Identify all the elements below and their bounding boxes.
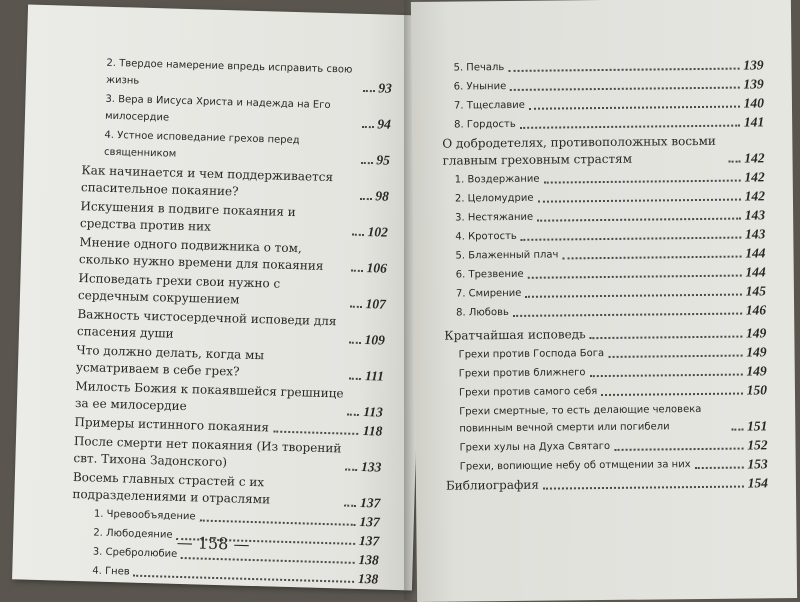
toc-entry-title: Грехи хулы на Духа Святаго: [459, 440, 611, 454]
toc-entry-title: Милость Божия к покаявшейся грешнице за ее милосердие: [74, 379, 344, 414]
leader-dots: [361, 125, 373, 128]
toc-entry: [444, 324, 766, 344]
toc-entry-title: 6. Трезвение: [455, 268, 524, 281]
toc-entry-title: 3. Сребролюбие: [92, 546, 178, 560]
toc-entry: [84, 54, 393, 97]
toc-entry: [442, 94, 764, 114]
toc-entry-title: 7. Смирение: [455, 287, 522, 300]
toc-entry-title: Примеры истинного покаяния: [74, 414, 270, 435]
toc-entry-title: После смерти нет покаяния (Из творений свт. Тихона Задонского): [73, 433, 342, 470]
toc-entry-page: 154: [747, 475, 769, 491]
toc-entry: [445, 362, 767, 382]
leader-dots: [608, 354, 742, 358]
toc-entry: [446, 455, 768, 475]
leader-dots: [349, 341, 361, 344]
toc-entry-page: 149: [746, 325, 767, 341]
right-toc: [411, 56, 796, 497]
toc-entry-title: 3. Нестяжание: [455, 211, 534, 224]
leader-dots: [562, 255, 741, 260]
toc-entry-page: 140: [743, 95, 765, 111]
toc-entry-title: Грехи, вопиющие небу об отмщении за них: [459, 459, 691, 473]
toc-entry-page: 141: [743, 114, 765, 130]
toc-entry-title: Грехи против ближнего: [458, 367, 586, 380]
leader-dots: [352, 233, 364, 236]
toc-entry: [442, 113, 764, 133]
toc-entry: [75, 378, 384, 421]
toc-entry-page: 137: [358, 532, 380, 549]
toc-entry-page: 107: [365, 296, 387, 312]
toc-entry-title: 2. Целомудрие: [454, 192, 534, 205]
toc-entry-title: 3. Вера в Иисуса Христа и надежда на Его милосердие: [104, 93, 331, 124]
toc-entry-title: Важность чистосердечной исповеди для спасения души: [76, 307, 337, 341]
toc-entry-page: 144: [745, 264, 766, 280]
toc-entry-title: Искушения в подвиге покаяния и средства против них: [79, 199, 296, 234]
toc-entry-title: Кратчайшая исповедь: [444, 327, 586, 343]
toc-entry-page: 118: [362, 423, 383, 439]
toc-entry-title: Мнение одного подвижника о том, сколько нужно времени для покаяния: [78, 235, 324, 273]
leader-dots: [351, 269, 363, 272]
toc-entry: [442, 75, 764, 95]
toc-entry-title: Грехи смертные, то есть делающие человека повинным вечной смерти или погибели: [459, 403, 702, 435]
toc-entry-page: 149: [746, 363, 767, 379]
toc-entry-title: 4. Кротость: [455, 230, 517, 243]
left-toc: [12, 53, 427, 591]
leader-dots: [695, 466, 744, 470]
toc-entry: [445, 436, 767, 456]
toc-entry-title: Что должно делать, когда мы усматриваем в себе грех?: [75, 343, 265, 379]
leader-dots: [590, 335, 743, 340]
toc-entry: [444, 263, 766, 283]
toc-entry-title: 6. Уныние: [453, 81, 507, 93]
toc-entry: [444, 301, 766, 321]
right-page: [411, 0, 797, 602]
toc-entry-page: 142: [744, 188, 765, 204]
toc-entry-title: 1. Чревообъядение: [93, 508, 196, 523]
toc-entry: [446, 474, 768, 494]
toc-entry-page: 149: [746, 344, 767, 360]
toc-entry: [83, 90, 392, 133]
toc-entry-page: 150: [746, 382, 768, 398]
toc-entry-page: 93: [378, 80, 393, 96]
toc-entry-page: 139: [743, 76, 764, 92]
leader-dots: [601, 392, 742, 396]
toc-entry-page: 102: [367, 224, 389, 240]
leader-dots: [525, 293, 741, 298]
toc-entry-title: 4. Устное исповедание грехов перед священником: [103, 129, 300, 160]
leader-dots: [731, 428, 743, 431]
toc-entry-page: 144: [745, 245, 766, 261]
toc-entry-page: 138: [358, 551, 379, 568]
toc-entry-title: Грехи против Господа Бога: [458, 348, 605, 361]
leader-dots: [528, 274, 742, 279]
leader-dots: [359, 197, 371, 200]
toc-entry-title: 1. Воздержание: [454, 173, 540, 186]
toc-entry: [443, 244, 765, 264]
toc-entry-title: 2. Любодеяние: [93, 527, 173, 541]
leader-dots: [344, 504, 356, 507]
toc-entry: [79, 234, 388, 277]
toc-entry-title: Восемь главных страстей с их подразделениями и отраслями: [72, 469, 271, 507]
toc-entry-page: 106: [366, 260, 388, 276]
leader-dots: [350, 305, 362, 308]
toc-entry-title: Как начинается и чем поддерживается спасительное покаяние?: [80, 163, 334, 199]
toc-entry-title: 8. Гордость: [454, 118, 516, 131]
toc-entry: [77, 306, 386, 349]
toc-entry: [445, 400, 767, 437]
toc-entry-page: 139: [743, 57, 764, 73]
toc-entry-title: 2. Твердое намерение впредь исправить свою жизнь: [105, 57, 353, 87]
toc-entry: [443, 225, 765, 245]
toc-entry-page: 109: [364, 332, 386, 348]
toc-entry-title: 8. Любовь: [456, 306, 509, 319]
toc-entry-title: 5. Блаженный плач: [455, 249, 559, 262]
leader-dots: [614, 447, 743, 451]
leader-dots: [362, 89, 374, 92]
toc-entry-title: 5. Печаль: [453, 62, 505, 74]
toc-entry-page: 137: [359, 513, 381, 530]
toc-entry: [444, 343, 766, 363]
toc-entry-title: 4. Гнев: [92, 565, 130, 578]
leader-dots: [590, 373, 743, 378]
toc-entry-page: 94: [377, 116, 392, 132]
toc-entry: [80, 198, 389, 241]
toc-entry: [444, 282, 766, 302]
leader-dots: [508, 67, 739, 72]
toc-entry: [442, 132, 764, 169]
leader-dots: [513, 312, 742, 317]
leader-dots: [360, 161, 372, 164]
toc-entry-title: 7. Тщеславие: [453, 99, 525, 112]
leader-dots: [537, 198, 740, 203]
leader-dots: [273, 430, 359, 435]
toc-entry-page: 133: [360, 459, 382, 475]
toc-entry-title: Исповедать грехи свои нужно с сердечным сокрушением: [77, 271, 281, 307]
toc-entry-page: 153: [747, 456, 768, 472]
leader-dots: [199, 519, 355, 526]
toc-entry: [76, 342, 385, 385]
leader-dots: [537, 217, 741, 222]
leader-dots: [544, 179, 741, 184]
leader-dots: [520, 124, 740, 129]
toc-entry-page: 113: [363, 404, 384, 420]
toc-entry-title: О добродетелях, противоположных восьми главным греховным страстям: [442, 133, 716, 168]
toc-entry-page: 142: [744, 169, 765, 185]
toc-entry-page: 146: [745, 302, 767, 318]
toc-entry-page: 143: [744, 207, 766, 223]
toc-entry-page: 95: [376, 152, 391, 168]
toc-entry: [72, 469, 381, 512]
toc-entry-page: 111: [364, 368, 385, 384]
toc-entry-page: 137: [359, 494, 381, 511]
toc-entry: [78, 270, 387, 313]
leader-dots: [134, 574, 354, 583]
leader-dots: [521, 236, 741, 241]
toc-entry: [82, 126, 391, 169]
leader-dots: [345, 468, 357, 471]
toc-entry-page: 138: [357, 570, 379, 587]
toc-entry: [443, 168, 765, 188]
left-page: [12, 5, 428, 591]
leader-dots: [728, 160, 740, 163]
toc-entry-page: 152: [747, 437, 768, 453]
toc-entry-title: Грехи против самого себя: [458, 386, 598, 399]
toc-entry: [445, 381, 767, 401]
leader-dots: [349, 377, 361, 380]
leader-dots: [181, 556, 354, 564]
toc-entry-page: 98: [375, 188, 390, 204]
toc-entry: [73, 433, 382, 476]
leader-dots: [510, 86, 739, 91]
toc-entry: [81, 162, 390, 205]
toc-entry-page: 151: [746, 418, 768, 434]
leader-dots: [347, 413, 359, 416]
toc-entry-title: Библиография: [445, 477, 539, 493]
page-number: — 158 —: [176, 532, 250, 554]
leader-dots: [529, 105, 740, 110]
toc-entry-page: 145: [745, 283, 766, 299]
toc-entry-page: 143: [744, 226, 766, 242]
toc-entry-page: 142: [744, 150, 765, 166]
leader-dots: [543, 485, 744, 490]
toc-entry: [443, 187, 765, 207]
toc-entry: [443, 206, 765, 226]
toc-entry: [441, 56, 763, 76]
